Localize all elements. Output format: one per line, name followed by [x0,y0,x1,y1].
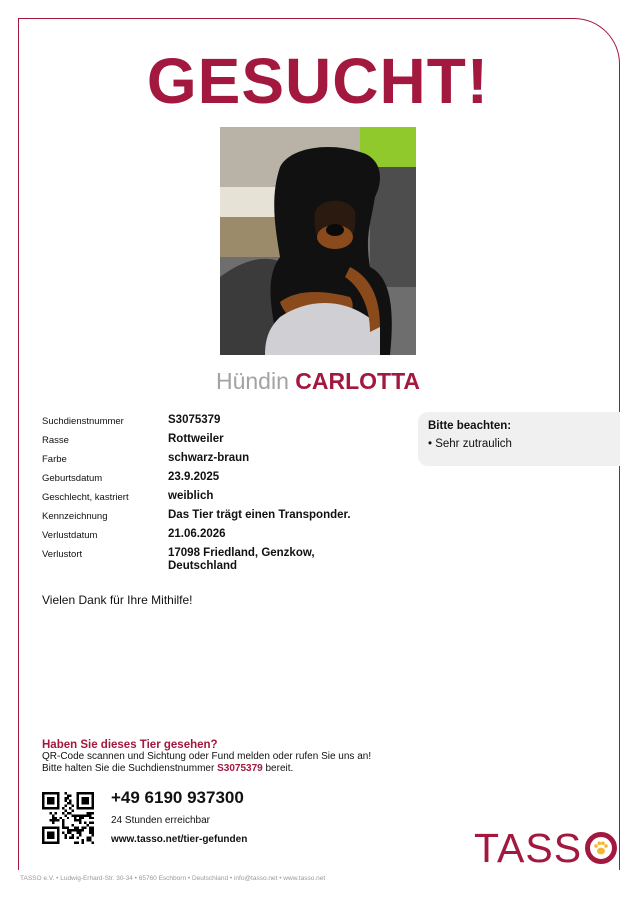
note-item: • Sehr zutraulich [428,438,512,450]
pet-photo [220,127,416,355]
qr-code[interactable] [42,792,94,844]
detail-label: Verlustdatum [42,530,98,541]
detail-label: Rasse [42,435,69,446]
sighting-heading: Haben Sie dieses Tier gesehen? [42,739,218,751]
found-link[interactable]: www.tasso.net/tier-gefunden [111,834,248,845]
phone-number[interactable]: +49 6190 937300 [111,788,244,807]
detail-row-birthdate [42,471,402,485]
detail-label: Geburtsdatum [42,473,103,484]
pet-heading [0,368,636,395]
detail-row-lost-place [42,547,402,573]
detail-label: Suchdienstnummer [42,416,124,427]
sighting-number: S3075379 [217,763,263,774]
detail-row-id [42,414,402,428]
detail-label: Verlustort [42,549,83,560]
hours-text: 24 Stunden erreichbar [111,815,210,826]
note-heading: Bitte beachten: [428,420,512,432]
detail-value: S3075379 [168,414,221,426]
sighting-line-2-pre: Bitte halten Sie die Suchdienstnummer [42,763,218,774]
detail-value: 21.06.2026 [168,528,226,540]
sighting-line-2 [42,763,482,775]
detail-label: Kennzeichnung [42,511,108,522]
detail-value: weiblich [168,490,214,502]
detail-row-breed [42,433,402,447]
page-title: GESUCHT! [146,45,490,117]
note-box [418,412,620,466]
footer-address: TASSO e.V. • Ludwig-Erhard-Str. 30-34 • 65760 Eschborn • Deutschland • info@tasso.net • www.tasso.net [20,875,326,882]
detail-label: Farbe [42,454,67,465]
detail-value: Das Tier trägt einen Transponder. [168,509,351,521]
sighting-line-2-post: bereit. [262,763,294,774]
detail-value: 23.9.2025 [168,471,220,483]
tasso-logo [474,826,618,870]
detail-value: schwarz-braun [168,452,250,464]
detail-row-color [42,452,402,466]
detail-value: Rottweiler [168,433,224,445]
sighting-info [42,739,482,775]
sighting-line-1: QR-Code scannen und Sichtung oder Fund melden oder rufen Sie uns an! [42,751,372,762]
contact-block [111,788,247,845]
detail-row-sex [42,490,402,504]
pet-kind: Hündin [215,368,289,394]
detail-label: Geschlecht, kastriert [42,492,129,503]
thanks-text: Vielen Dank für Ihre Mithilfe! [42,593,193,607]
logo-text: TASS [474,824,583,871]
detail-row-lost-date [42,528,402,542]
pet-details [42,414,402,578]
pet-name: CARLOTTA [295,368,421,394]
detail-value: 17098 Friedland, Genzkow, Deutschland [168,547,315,572]
paw-icon [584,831,618,865]
detail-row-marking [42,509,402,523]
